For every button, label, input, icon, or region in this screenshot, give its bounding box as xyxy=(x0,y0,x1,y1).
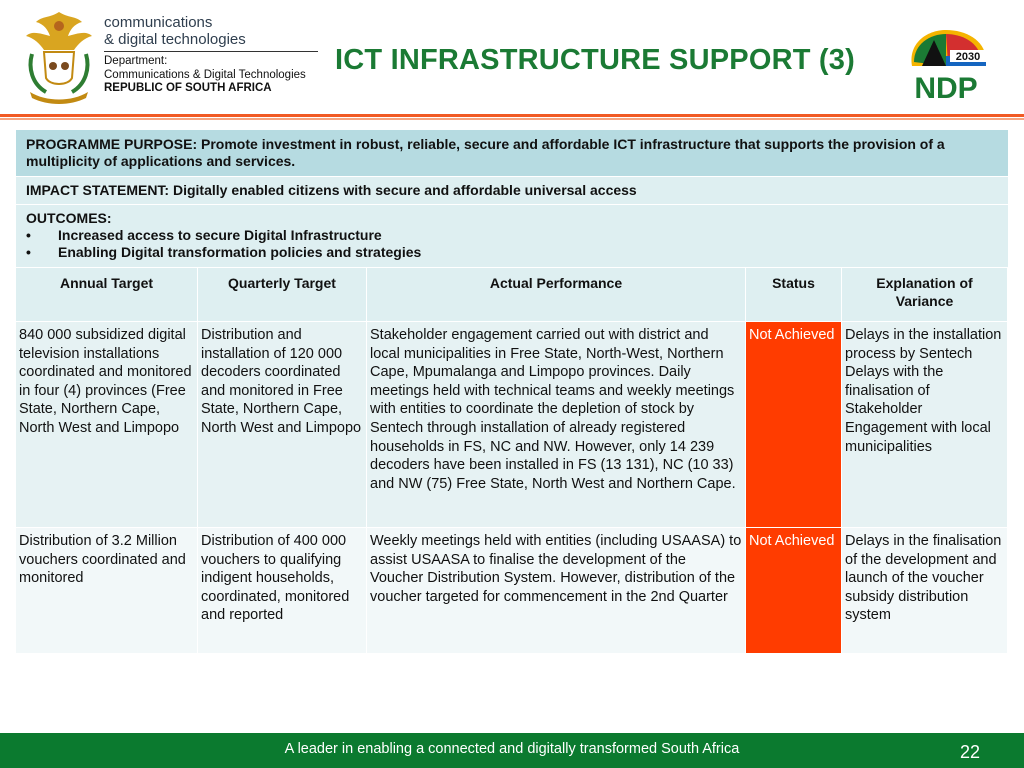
department-branding xyxy=(104,14,318,96)
annual-target-cell: Distribution of 3.2 Million vouchers coordinated and monitored xyxy=(16,528,198,654)
country-name: REPUBLIC OF SOUTH AFRICA xyxy=(104,82,272,94)
column-header-variance: Explanation of Variance xyxy=(842,268,1008,322)
footer-tagline: A leader in enabling a connected and digitally transformed South Africa xyxy=(284,741,740,757)
status-badge: Not Achieved xyxy=(746,528,842,654)
column-header-annual-target: Annual Target xyxy=(16,268,198,322)
ndp-text: NDP xyxy=(914,72,978,105)
outcomes-label: OUTCOMES: xyxy=(26,210,112,226)
variance-cell: Delays in the finalisation of the development and launch of the voucher subsidy distribution system xyxy=(842,528,1008,654)
targets-grid xyxy=(16,268,1008,654)
coat-of-arms-icon xyxy=(20,8,98,104)
bullet-icon: • xyxy=(26,227,31,243)
column-header-actual-performance: Actual Performance xyxy=(367,268,746,322)
annual-target-cell: 840 000 subsidized digital television installations coordinated and monitored in four (4) provinces (Free State, Northern Cape, North West and Limpopo xyxy=(16,322,198,528)
column-header-quarterly-target: Quarterly Target xyxy=(198,268,367,322)
dept-line-2: & digital technologies xyxy=(104,31,246,48)
dept-line-1: communications xyxy=(104,14,213,31)
status-badge: Not Achieved xyxy=(746,322,842,528)
dept-name: Communications & Digital Technologies xyxy=(104,68,306,81)
divider xyxy=(104,51,318,52)
programme-purpose: PROGRAMME PURPOSE: Promote investment in robust, reliable, secure and affordable ICT infrastructure that supports the provision of a multiplicity of applications and services. xyxy=(16,130,1008,177)
header-rule-orange xyxy=(0,114,1024,117)
outcome-item xyxy=(26,227,998,244)
actual-performance-cell: Weekly meetings held with entities (including USAASA) to assist USAASA to finalise the development of the Voucher Distribution System. However, distribution of the voucher targeted for commencement in the 2nd Quarter xyxy=(367,528,746,654)
ndp-2030-logo-icon xyxy=(902,26,992,106)
header-rule-light xyxy=(0,118,1024,120)
outcomes-section xyxy=(16,205,1008,268)
actual-performance-cell: Stakeholder engagement carried out with district and local municipalities in Free State, North-West, Northern Cape, Mpumalanga and Limpopo provinces. Daily meetings held with technical teams and weekly meetings with entities to coordinate the depletion of stock by Sentech through installation of already registered households in FS, NC and NW. However, only 14 239 decoders have been installed in FS (13 131), NC (10 33) and NW (75) Free State, North West and Northern Cape. xyxy=(367,322,746,528)
dept-label: Department: xyxy=(104,55,168,67)
bullet-icon: • xyxy=(26,244,31,260)
outcome-text: Enabling Digital transformation policies and strategies xyxy=(58,244,422,260)
variance-cell: Delays in the installation process by Sentech Delays with the finalisation of Stakeholder Engagement with local municipalities xyxy=(842,322,1008,528)
performance-table xyxy=(16,130,1008,654)
slide-title: ICT INFRASTRUCTURE SUPPORT (3) xyxy=(335,44,855,76)
ndp-year: 2030 xyxy=(955,51,981,63)
outcome-text: Increased access to secure Digital Infrastructure xyxy=(58,227,382,243)
column-header-status: Status xyxy=(746,268,842,322)
slide-header xyxy=(0,0,1024,116)
page-number: 22 xyxy=(960,742,981,762)
impact-statement: IMPACT STATEMENT: Digitally enabled citizens with secure and affordable universal access xyxy=(16,177,1008,205)
outcome-item xyxy=(26,244,998,261)
slide-footer xyxy=(0,733,1024,768)
quarterly-target-cell: Distribution of 400 000 vouchers to qualifying indigent households, coordinated, monitored and reported xyxy=(198,528,367,654)
quarterly-target-cell: Distribution and installation of 120 000 decoders coordinated and monitored in Free State, Northern Cape, North West and Limpopo xyxy=(198,322,367,528)
